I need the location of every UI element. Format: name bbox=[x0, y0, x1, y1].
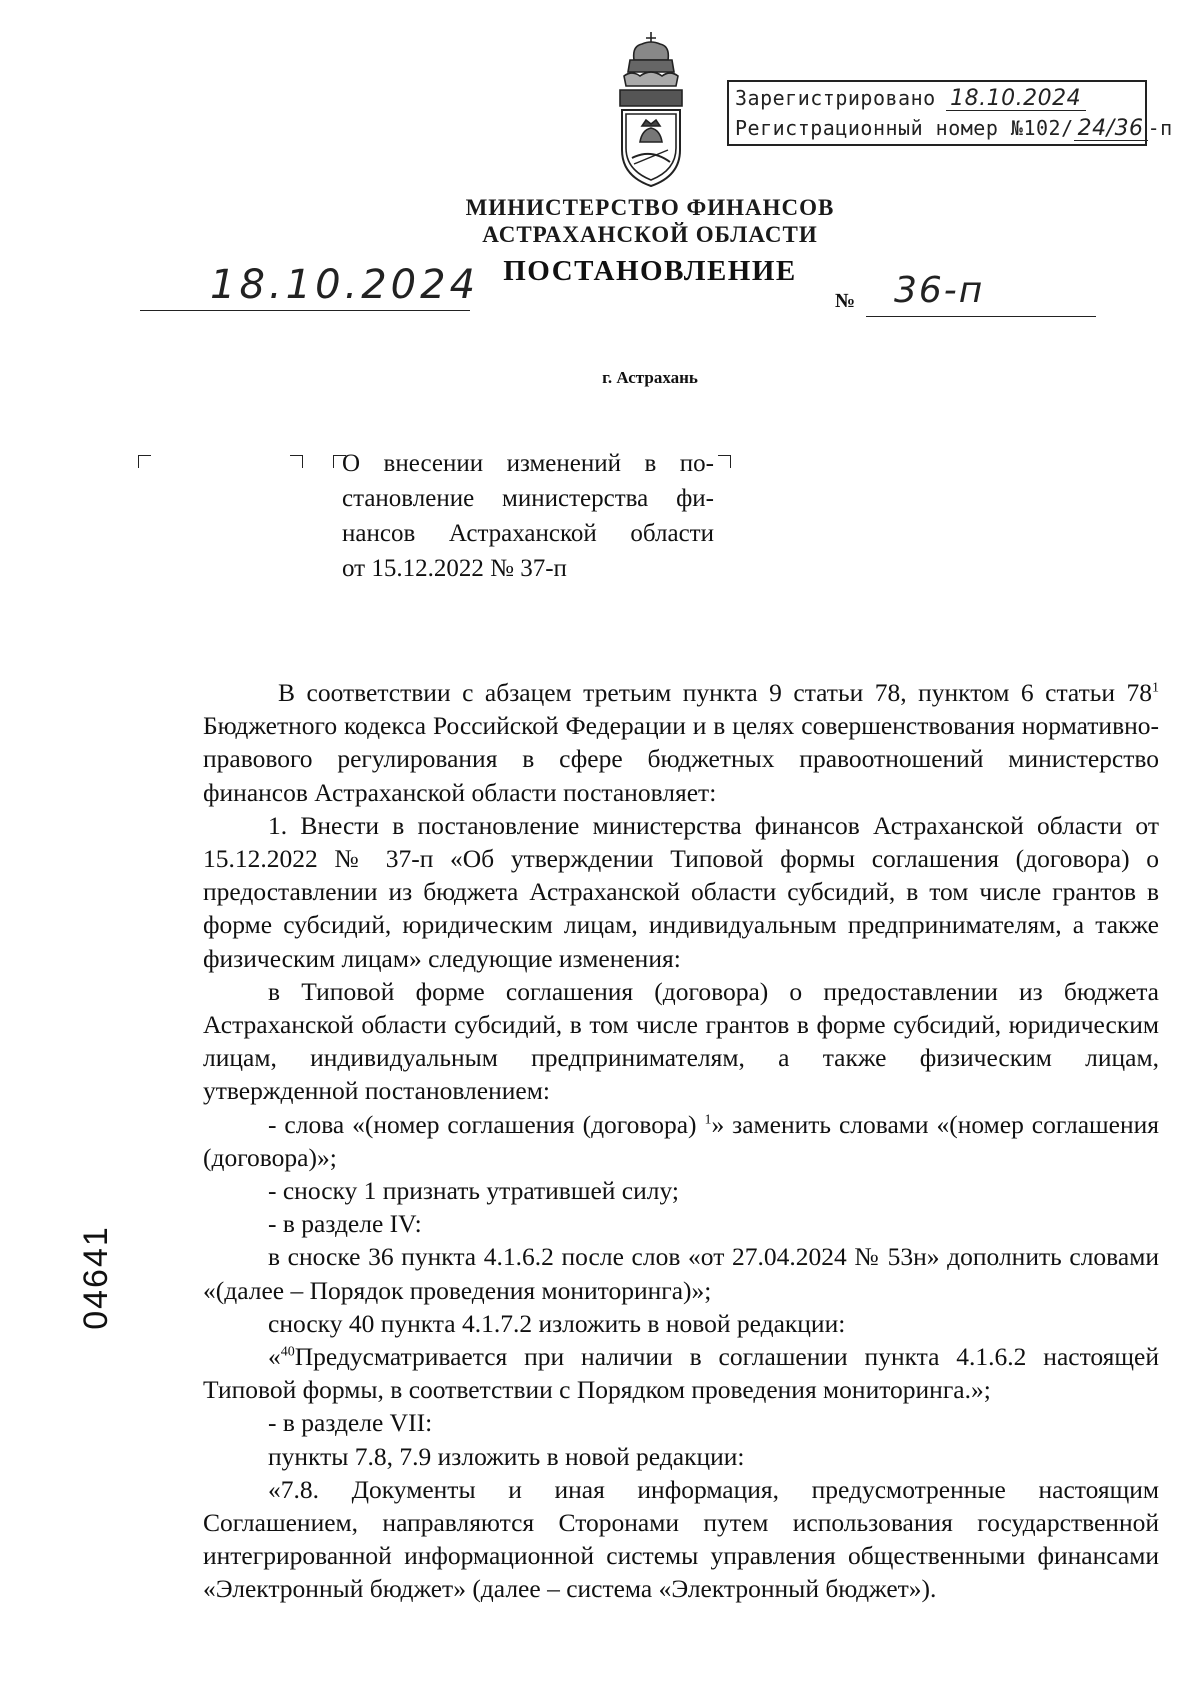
paragraph: - в разделе VII: bbox=[268, 1408, 433, 1438]
subject-line: О внесении изменений в по- bbox=[342, 450, 714, 477]
registered-date: 18.10.2024 bbox=[946, 88, 1086, 111]
city: г. Астрахань bbox=[602, 368, 698, 387]
paragraph: сноску 40 пункта 4.1.7.2 изложить в новой редакции: bbox=[268, 1308, 846, 1338]
regnum-value: 24/36 bbox=[1074, 118, 1148, 141]
document-date: 18.10.2024 bbox=[210, 262, 480, 308]
date-field bbox=[140, 262, 480, 311]
paragraph: в сноске 36 пункта 4.1.6.2 после слов «от 27.04.2024 № 53н» дополнить словами «(далее – Порядок проведения мониторинга)»; bbox=[203, 1242, 1159, 1305]
subject-line: нансов Астраханской области bbox=[342, 520, 714, 547]
paragraph: «7.8. Документы и иная информация, предусмотренные настоящим Соглашением, направляются Сторонами путем использования государственной интегрированной информационной системы управления общественными финансами «Электронный бюджет» (далее – система «Электронный бюджет»). bbox=[203, 1474, 1159, 1604]
registered-label: Зарегистрировано bbox=[735, 86, 936, 110]
paragraph-preamble: В соответствии с абзацем третьим пункта 9 статьи 78, пунктом 6 статьи $78^1$ Бюджетного кодекса Российской Федерации и в целях совершенствования нормативно-правового регулирования в сфере бюджетных правоотношений министерство финансов Астраханской области постановляет: bbox=[203, 678, 1159, 807]
paragraph: - слова «(номер соглашения (договора) $^1$» заменить словами «(номер соглашения (договора)»; bbox=[203, 1109, 1159, 1172]
registration-stamp bbox=[727, 80, 1173, 146]
corner-mark bbox=[718, 455, 731, 468]
document-body bbox=[203, 676, 1159, 1606]
paragraph: - сноску 1 признать утратившей силу; bbox=[268, 1176, 679, 1206]
number-label: № bbox=[835, 290, 856, 312]
document-subject bbox=[342, 446, 714, 586]
regnum-label: Регистрационный номер №102/ bbox=[735, 116, 1074, 140]
document-number: 36-п bbox=[894, 270, 985, 311]
document-type: ПОСТАНОВЛЕНИЕ bbox=[503, 255, 797, 287]
ministry-name bbox=[400, 194, 900, 248]
margin-registration-number: 04641 bbox=[76, 1225, 115, 1330]
number-field bbox=[866, 272, 1096, 317]
subject-line: становление министерства фи- bbox=[342, 485, 714, 512]
paragraph: «$^{40}$Предусматривается при наличии в соглашении пункта 4.1.6.2 настоящей Типовой формы, в соответствии с Порядком проведения мониторинга.»; bbox=[203, 1342, 1159, 1405]
subject-line: от 15.12.2022 № 37-п bbox=[342, 555, 567, 582]
paragraph: пункты 7.8, 7.9 изложить в новой редакции: bbox=[268, 1441, 745, 1471]
coat-of-arms-emblem bbox=[612, 30, 690, 190]
ministry-line-2: АСТРАХАНСКОЙ ОБЛАСТИ bbox=[482, 222, 818, 247]
paragraph: - в разделе IV: bbox=[268, 1209, 422, 1239]
ministry-line-1: МИНИСТЕРСТВО ФИНАНСОВ bbox=[465, 195, 835, 220]
paragraph: в Типовой форме соглашения (договора) о предоставлении из бюджета Астраханской области субсидий, в том числе грантов в форме субсидий, юридическим лицам, индивидуальным предпринимателям, а также физическим лицам, утвержденной постановлением: bbox=[203, 976, 1159, 1106]
corner-mark bbox=[138, 455, 151, 468]
corner-mark bbox=[290, 455, 303, 468]
regnum-suffix: -п bbox=[1147, 116, 1173, 140]
paragraph-item-1: 1. Внести в постановление министерства финансов Астраханской области от 15.12.2022 № 37-п «Об утверждении Типовой формы соглашения (договора) о предоставлении из бюджета Астраханской области субсидий, в том числе грантов в форме субсидий, юридическим лицам, индивидуальным предпринимателям, а также физическим лицам» следующие изменения: bbox=[203, 810, 1159, 973]
